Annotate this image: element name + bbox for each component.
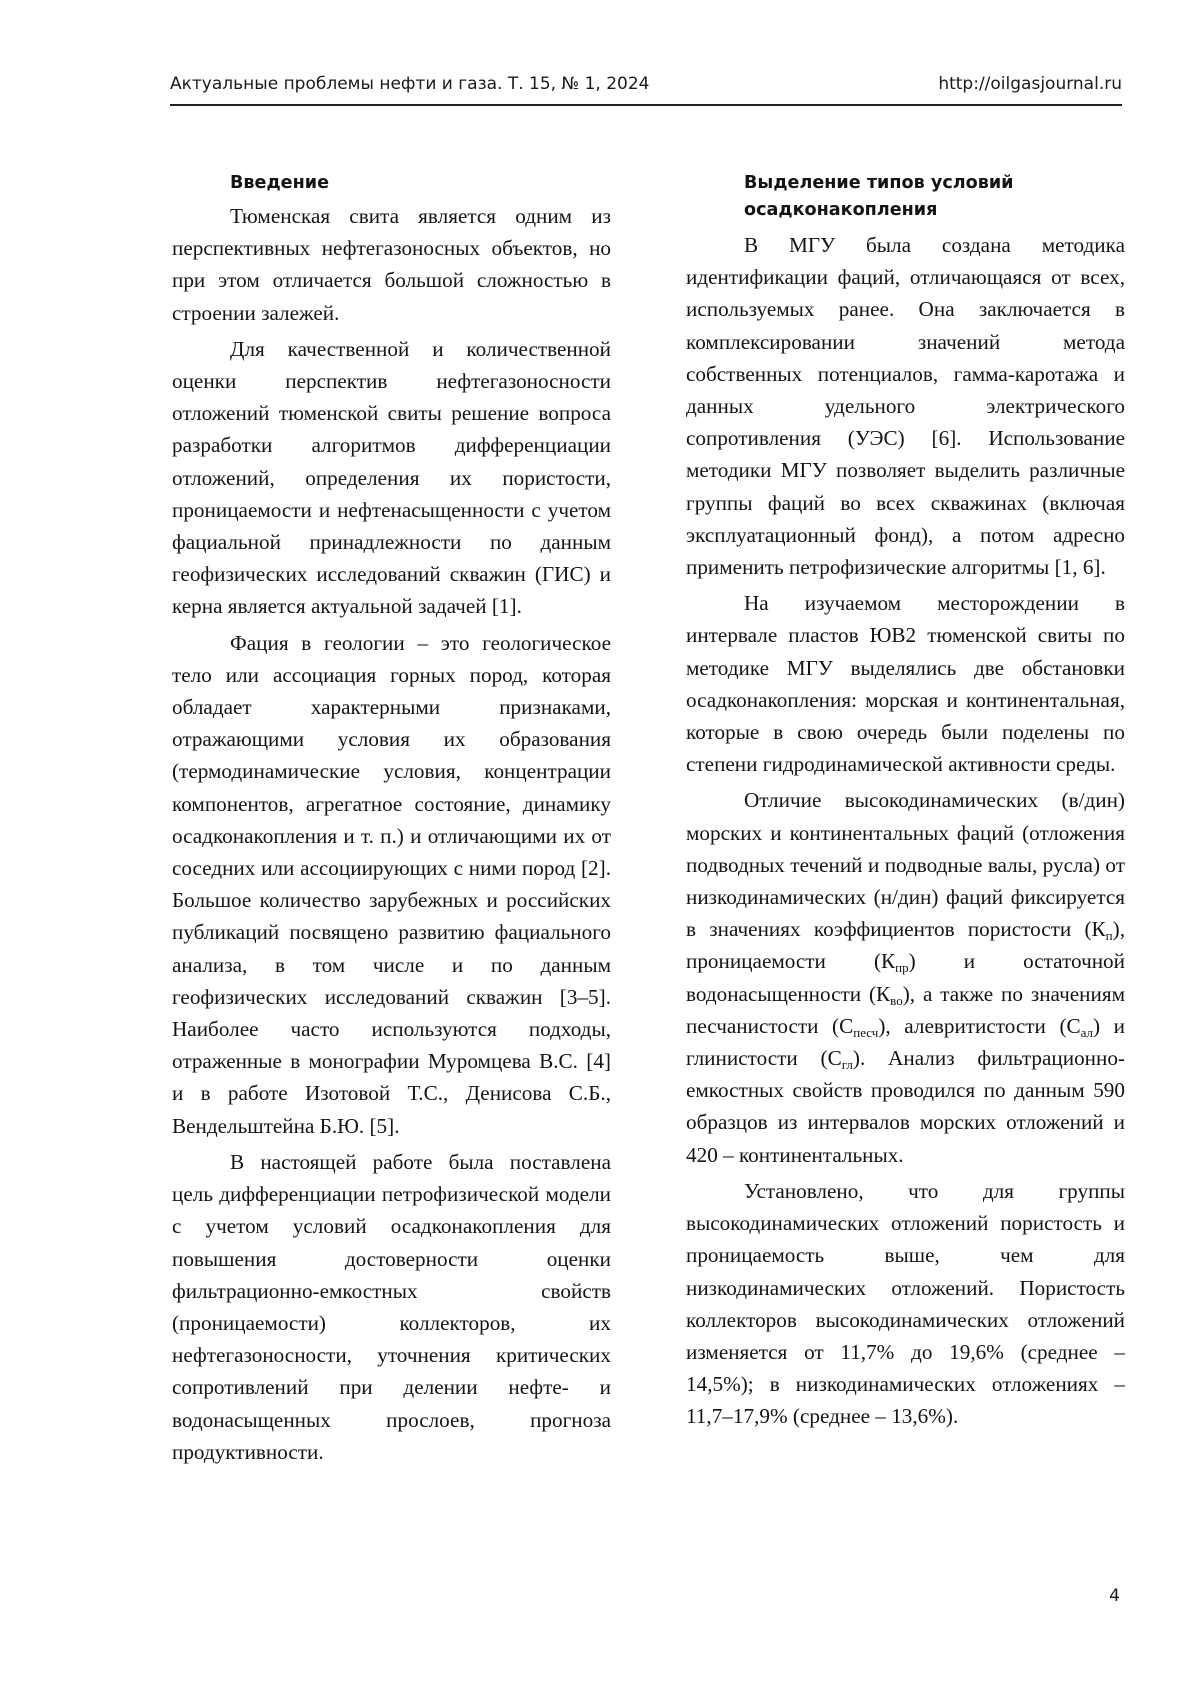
paragraph: Для качественной и количественной оценки перспектив нефтегазоносности отложений тюменской свиты решение вопроса разработки алгоритмов дифференциации отложений, определения их пористости, проницаемости и нефтенасыщенности с учетом фациальной принадлежности по данным геофизических исследований скважин (ГИС) и керна является актуальной задачей [1]. [172,336,611,619]
paragraph-coefficients: Отличие высокодинамических (в/дин) морских и континентальных фаций (отложения подводных течений и подводные валы, русла) от низкодинамических (н/дин) фаций фиксируется в значениях коэффициентов пористости $(К_п)$, проницаемости $(К_{пр})$ и остаточной водонасыщенности $(К_{во})$, а также по значениям песчанистости $(С_{песч})$, алевритистости $(С_{ал})$ и глинистости $(С_{гл})$. Анализ фильтрационно-емкостных свойств проводился по данным 590 образцов из интервалов морских отложений и 420 – континентальных. [686,788,1125,1167]
right-column [686,170,1125,1437]
section-heading-sedimentation-types: Выделение типов условий осадконакопления [744,173,1014,220]
running-header [170,70,1122,106]
journal-citation: Актуальные проблемы нефти и газа. Т. 15, № 1, 2024 [170,74,650,94]
paragraph: Установлено, что для группы высокодинамических отложений пористость и проницаемость выше, чем для низкодинамических отложений. Пористость коллекторов высокодинамических отложений изменяется от 11,7% до 19,6% (среднее – 14,5%); в низкодинамических отложениях – 11,7–17,9% (среднее – 13,6%). [686,1178,1125,1429]
paragraph: Фация в геологии – это геологическое тело или ассоциация горных пород, которая обладает характерными признаками, отражающими условия их образования (термодинамические условия, концентрации компонентов, агрегатное состояние, динамику осадконакопления и т. п.) и отличающими их от соседних или ассоциирующих с ними пород [2]. Большое количество зарубежных и российских публикаций посвящено развитию фациального анализа, в том числе и по данным геофизических исследований скважин [3–5]. Наиболее часто используются подходы, отраженные в монографии Муромцева В.С. [4] и в работе Изотовой Т.С., Денисова С.Б., Вендельштейна Б.Ю. [5]. [172,630,611,1138]
paragraph: На изучаемом месторождении в интервале пластов ЮВ2 тюменской свиты по методике МГУ выделялись две обстановки осадконакопления: морская и континентальная, которые в свою очередь были поделены по степени гидродинамической активности среды. [686,591,1125,777]
left-column [172,170,611,1472]
paragraph: Тюменская свита является одним из перспективных нефтегазоносных объектов, но при этом отличается большой сложностью в строении залежей. [172,204,611,325]
journal-url[interactable]: http://oilgasjournal.ru [938,74,1122,94]
paragraph: В МГУ была создана методика идентификации фаций, отличающаяся от всех, используемых ранее. Она заключается в комплексировании значений метода собственных потенциалов, гамма-каротажа и данных удельного электрического сопротивления (УЭС) [6]. Использование методики МГУ позволяет выделить различные группы фаций во всех скважинах (включая эксплуатационный фонд), а потом адресно применить петрофизические алгоритмы [1, 6]. [686,233,1125,580]
page-number: 4 [1109,1586,1120,1606]
paragraph: В настоящей работе была поставлена цель дифференциации петрофизической модели с учетом условий осадконакопления для повышения достоверности оценки фильтрационно-емкостных свойств (проницаемости) коллекторов, их нефтегазоносности, уточнения критических сопротивлений при делении нефте- и водонасыщенных прослоев, прогноза продуктивности. [172,1149,611,1464]
section-heading-introduction: Введение [230,173,330,193]
